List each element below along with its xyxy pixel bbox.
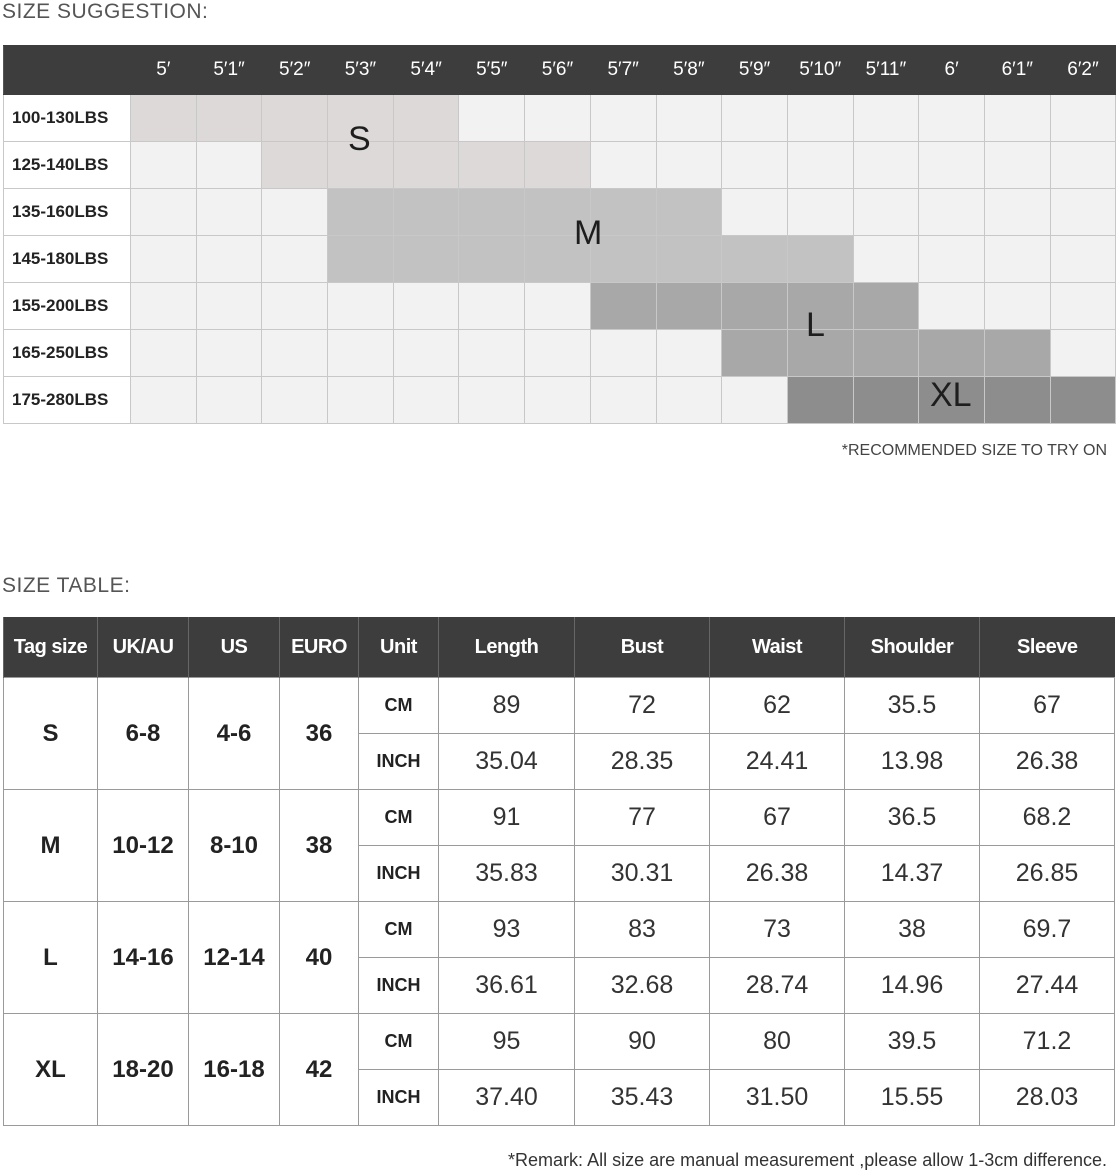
- weight-row: [4, 95, 1116, 142]
- grid-cell: [984, 142, 1050, 189]
- grid-cell: [787, 189, 853, 236]
- grid-cell: [525, 330, 591, 377]
- height-header: 5′1″: [196, 46, 262, 95]
- size-suggestion-grid: [3, 45, 1116, 424]
- grid-cell: [590, 377, 656, 424]
- grid-cell: [328, 330, 394, 377]
- remark-note: *Remark: All size are manual measurement ,please allow 1-3cm difference.: [508, 1150, 1107, 1170]
- grid-cell: [328, 189, 394, 236]
- grid-cell: [722, 95, 788, 142]
- tag-size-cell: XL: [4, 1014, 98, 1126]
- size-row-cm: [4, 902, 1115, 958]
- grid-cell: [328, 283, 394, 330]
- grid-cell: [262, 236, 328, 283]
- measurement-cell: 14.96: [845, 958, 980, 1014]
- height-header: 5′6″: [525, 46, 591, 95]
- height-header: 6′1″: [984, 46, 1050, 95]
- measurement-cell: 83: [575, 902, 710, 958]
- grid-cell: [525, 142, 591, 189]
- height-header: 5′: [131, 46, 197, 95]
- size-table-title: SIZE TABLE:: [2, 574, 131, 597]
- grid-cell: [393, 377, 459, 424]
- measurement-cell: 36.61: [439, 958, 575, 1014]
- measurement-cell: 91: [439, 790, 575, 846]
- euro-cell: 36: [280, 678, 359, 790]
- unit-cell: CM: [359, 790, 439, 846]
- grid-cell: [656, 236, 722, 283]
- grid-cell: [1050, 283, 1116, 330]
- us-cell: 8-10: [189, 790, 280, 902]
- weight-label: 175-280LBS: [4, 377, 131, 424]
- grid-cell: [262, 377, 328, 424]
- grid-cell: [853, 283, 919, 330]
- euro-cell: 38: [280, 790, 359, 902]
- weight-label: 165-250LBS: [4, 330, 131, 377]
- size-table-header: UK/AU: [98, 617, 189, 678]
- unit-cell: CM: [359, 1014, 439, 1070]
- grid-cell: [459, 377, 525, 424]
- height-header: 5′9″: [722, 46, 788, 95]
- measurement-cell: 38: [845, 902, 980, 958]
- grid-cell: [525, 283, 591, 330]
- grid-cell: [131, 330, 197, 377]
- grid-cell: [656, 377, 722, 424]
- grid-cell: [853, 95, 919, 142]
- recommended-note: *RECOMMENDED SIZE TO TRY ON: [841, 442, 1107, 459]
- unit-cell: CM: [359, 902, 439, 958]
- grid-cell: [787, 95, 853, 142]
- ukau-cell: 6-8: [98, 678, 189, 790]
- us-cell: 4-6: [189, 678, 280, 790]
- size-table-header: Shoulder: [845, 617, 980, 678]
- grid-cell: [1050, 236, 1116, 283]
- grid-cell: [984, 236, 1050, 283]
- grid-cell: [262, 283, 328, 330]
- grid-cell: [459, 283, 525, 330]
- weight-row: [4, 189, 1116, 236]
- grid-cell: [722, 283, 788, 330]
- measurement-cell: 69.7: [980, 902, 1115, 958]
- size-suggestion-title: SIZE SUGGESTION:: [2, 0, 209, 23]
- grid-cell: [196, 283, 262, 330]
- grid-cell: [919, 95, 985, 142]
- grid-cell: [656, 189, 722, 236]
- grid-cell: [853, 189, 919, 236]
- us-cell: 16-18: [189, 1014, 280, 1126]
- grid-cell: [262, 142, 328, 189]
- measurement-cell: 35.04: [439, 734, 575, 790]
- grid-cell: [459, 330, 525, 377]
- measurement-cell: 35.5: [845, 678, 980, 734]
- measurement-cell: 28.35: [575, 734, 710, 790]
- height-header: 6′2″: [1050, 46, 1116, 95]
- grid-cell: [393, 330, 459, 377]
- grid-cell: [656, 142, 722, 189]
- unit-cell: CM: [359, 678, 439, 734]
- size-table-header-row: [4, 617, 1115, 678]
- size-table-header: Sleeve: [980, 617, 1115, 678]
- size-table-header: Tag size: [4, 617, 98, 678]
- grid-cell: [393, 142, 459, 189]
- height-header: 6′: [919, 46, 985, 95]
- grid-cell: [262, 189, 328, 236]
- grid-cell: [919, 189, 985, 236]
- measurement-cell: 62: [710, 678, 845, 734]
- grid-cell: [722, 377, 788, 424]
- grid-cell: [590, 142, 656, 189]
- measurement-cell: 28.74: [710, 958, 845, 1014]
- measurement-cell: 93: [439, 902, 575, 958]
- grid-cell: [328, 236, 394, 283]
- grid-cell: [196, 95, 262, 142]
- grid-cell: [722, 189, 788, 236]
- ukau-cell: 18-20: [98, 1014, 189, 1126]
- measurement-cell: 35.43: [575, 1070, 710, 1126]
- measurement-cell: 68.2: [980, 790, 1115, 846]
- measurement-cell: 67: [980, 678, 1115, 734]
- grid-cell: [984, 189, 1050, 236]
- size-table: [3, 617, 1115, 1126]
- measurement-cell: 30.31: [575, 846, 710, 902]
- size-table-header: Length: [439, 617, 575, 678]
- grid-cell: [459, 189, 525, 236]
- measurement-cell: 26.85: [980, 846, 1115, 902]
- size-table-header: Unit: [359, 617, 439, 678]
- measurement-cell: 90: [575, 1014, 710, 1070]
- size-row-cm: [4, 790, 1115, 846]
- grid-cell: [459, 95, 525, 142]
- measurement-cell: 14.37: [845, 846, 980, 902]
- tag-size-cell: L: [4, 902, 98, 1014]
- grid-cell: [328, 377, 394, 424]
- measurement-cell: 28.03: [980, 1070, 1115, 1126]
- measurement-cell: 32.68: [575, 958, 710, 1014]
- grid-cell: [131, 283, 197, 330]
- grid-cell: [393, 189, 459, 236]
- grid-cell: [656, 330, 722, 377]
- size-table-header: EURO: [280, 617, 359, 678]
- grid-cell: [1050, 95, 1116, 142]
- grid-cell: [131, 95, 197, 142]
- measurement-cell: 26.38: [710, 846, 845, 902]
- height-header: 5′2″: [262, 46, 328, 95]
- grid-cell: [459, 236, 525, 283]
- euro-cell: 40: [280, 902, 359, 1014]
- grid-cell: [919, 330, 985, 377]
- grid-cell: [131, 377, 197, 424]
- grid-cell: [853, 236, 919, 283]
- measurement-cell: 67: [710, 790, 845, 846]
- ukau-cell: 14-16: [98, 902, 189, 1014]
- measurement-cell: 36.5: [845, 790, 980, 846]
- grid-cell: [262, 330, 328, 377]
- grid-cell: [131, 189, 197, 236]
- height-header: 5′5″: [459, 46, 525, 95]
- grid-cell: [131, 142, 197, 189]
- measurement-cell: 77: [575, 790, 710, 846]
- grid-cell: [722, 142, 788, 189]
- measurement-cell: 27.44: [980, 958, 1115, 1014]
- grid-cell: [1050, 189, 1116, 236]
- grid-cell: [919, 142, 985, 189]
- height-header: 5′8″: [656, 46, 722, 95]
- grid-corner-cell: [4, 46, 131, 95]
- measurement-cell: 95: [439, 1014, 575, 1070]
- grid-cell: [984, 95, 1050, 142]
- grid-header-row: [4, 46, 1116, 95]
- grid-cell: [853, 142, 919, 189]
- grid-cell: [984, 377, 1050, 424]
- height-header: 5′4″: [393, 46, 459, 95]
- measurement-cell: 26.38: [980, 734, 1115, 790]
- unit-cell: INCH: [359, 958, 439, 1014]
- measurement-cell: 73: [710, 902, 845, 958]
- size-zone-label-m: M: [574, 214, 603, 252]
- measurement-cell: 72: [575, 678, 710, 734]
- grid-cell: [919, 283, 985, 330]
- grid-cell: [919, 236, 985, 283]
- grid-cell: [722, 236, 788, 283]
- size-row-cm: [4, 1014, 1115, 1070]
- measurement-cell: 37.40: [439, 1070, 575, 1126]
- measurement-cell: 80: [710, 1014, 845, 1070]
- weight-label: 155-200LBS: [4, 283, 131, 330]
- size-table-header: US: [189, 617, 280, 678]
- size-zone-label-l: L: [806, 306, 825, 344]
- grid-cell: [984, 330, 1050, 377]
- grid-cell: [853, 330, 919, 377]
- size-zone-label-s: S: [348, 120, 371, 158]
- size-table-header: Bust: [575, 617, 710, 678]
- measurement-cell: 15.55: [845, 1070, 980, 1126]
- grid-cell: [1050, 377, 1116, 424]
- grid-cell: [787, 377, 853, 424]
- weight-row: [4, 330, 1116, 377]
- height-header: 5′7″: [590, 46, 656, 95]
- unit-cell: INCH: [359, 1070, 439, 1126]
- height-header: 5′11″: [853, 46, 919, 95]
- height-header: 5′3″: [328, 46, 394, 95]
- unit-cell: INCH: [359, 734, 439, 790]
- size-row-cm: [4, 678, 1115, 734]
- weight-label: 125-140LBS: [4, 142, 131, 189]
- grid-cell: [196, 142, 262, 189]
- grid-cell: [525, 377, 591, 424]
- weight-label: 135-160LBS: [4, 189, 131, 236]
- grid-cell: [984, 283, 1050, 330]
- grid-cell: [656, 283, 722, 330]
- grid-cell: [722, 330, 788, 377]
- measurement-cell: 71.2: [980, 1014, 1115, 1070]
- grid-cell: [787, 142, 853, 189]
- measurement-cell: 39.5: [845, 1014, 980, 1070]
- grid-cell: [196, 377, 262, 424]
- grid-cell: [393, 236, 459, 283]
- grid-cell: [590, 330, 656, 377]
- grid-cell: [393, 95, 459, 142]
- grid-cell: [590, 95, 656, 142]
- grid-cell: [590, 283, 656, 330]
- height-header: 5′10″: [787, 46, 853, 95]
- grid-cell: [131, 236, 197, 283]
- grid-cell: [787, 236, 853, 283]
- grid-cell: [196, 330, 262, 377]
- measurement-cell: 13.98: [845, 734, 980, 790]
- measurement-cell: 31.50: [710, 1070, 845, 1126]
- measurement-cell: 89: [439, 678, 575, 734]
- grid-cell: [196, 189, 262, 236]
- weight-row: [4, 142, 1116, 189]
- size-zone-label-xl: XL: [930, 376, 972, 414]
- tag-size-cell: M: [4, 790, 98, 902]
- size-table-header: Waist: [710, 617, 845, 678]
- tag-size-cell: S: [4, 678, 98, 790]
- grid-cell: [262, 95, 328, 142]
- grid-cell: [853, 377, 919, 424]
- measurement-cell: 24.41: [710, 734, 845, 790]
- grid-cell: [196, 236, 262, 283]
- weight-label: 145-180LBS: [4, 236, 131, 283]
- euro-cell: 42: [280, 1014, 359, 1126]
- weight-label: 100-130LBS: [4, 95, 131, 142]
- grid-cell: [393, 283, 459, 330]
- measurement-cell: 35.83: [439, 846, 575, 902]
- grid-cell: [525, 95, 591, 142]
- unit-cell: INCH: [359, 846, 439, 902]
- us-cell: 12-14: [189, 902, 280, 1014]
- ukau-cell: 10-12: [98, 790, 189, 902]
- grid-cell: [459, 142, 525, 189]
- grid-cell: [1050, 142, 1116, 189]
- grid-cell: [656, 95, 722, 142]
- grid-cell: [1050, 330, 1116, 377]
- weight-row: [4, 236, 1116, 283]
- weight-row: [4, 283, 1116, 330]
